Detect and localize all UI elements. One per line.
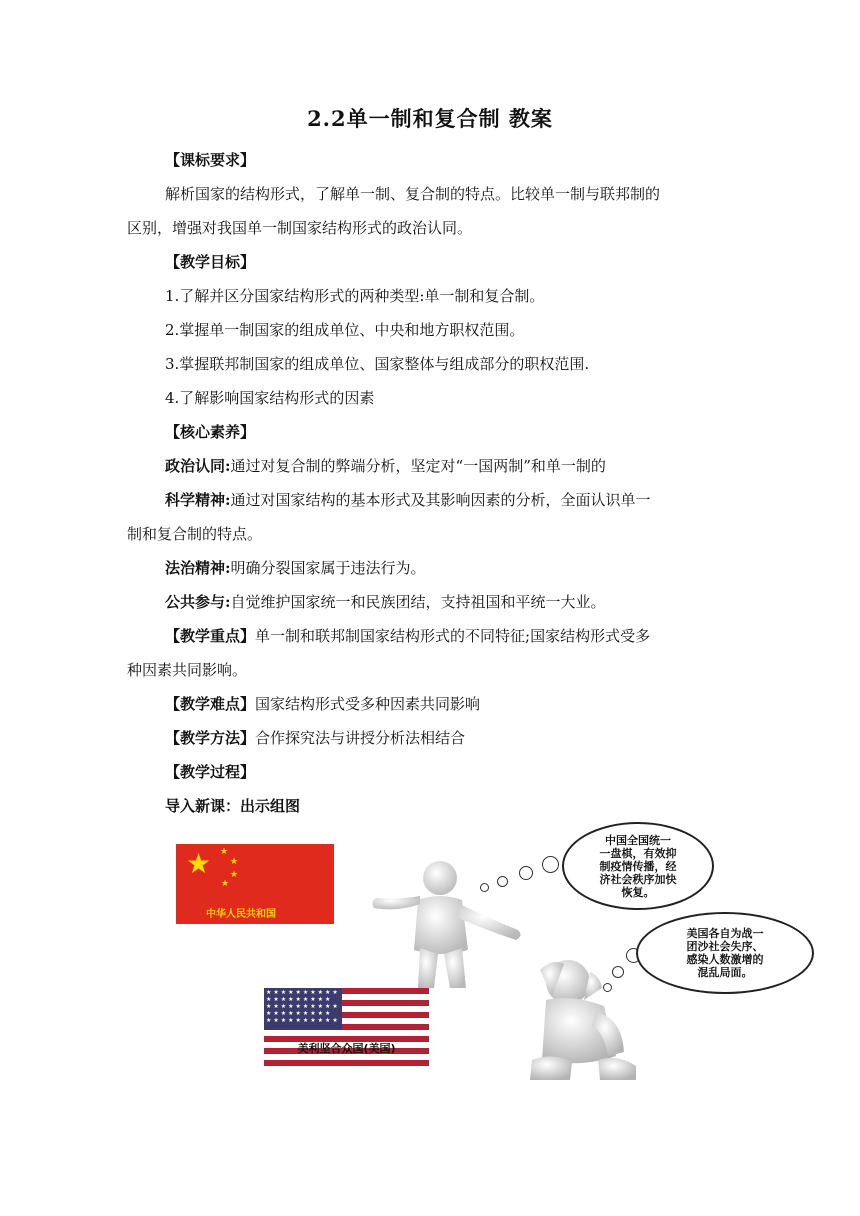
method-paragraph	[165, 727, 465, 749]
china-flag-caption: 中华人民共和国	[206, 909, 276, 920]
bubble-us-line: 美国各自为战一	[686, 927, 764, 940]
focus-text-cont: 种因素共同影响。	[127, 661, 248, 679]
thought-dot	[480, 883, 489, 892]
core-public-label: 公共参与:	[165, 593, 231, 611]
goal-item: 4.了解影响国家结构形式的因素	[165, 389, 375, 407]
core-heading: 【核心素养】	[165, 423, 256, 441]
focus-text: 单一制和联邦制国家结构形式的不同特征;国家结构形式受多	[255, 627, 651, 645]
small-star-icon: ★	[230, 857, 239, 867]
us-thought-bubble	[636, 912, 814, 994]
thought-dot	[519, 866, 533, 880]
difficulty-text: 国家结构形式受多种因素共同影响	[255, 695, 481, 713]
large-star-icon: ★	[186, 847, 212, 880]
bubble-china-line: 制疫情传播，经	[599, 859, 677, 873]
thought-dot	[497, 876, 508, 887]
bubble-china-line: 一盘棋，有效抑	[599, 846, 677, 860]
core-public-text: 自觉维护国家统一和民族团结，支持祖国和平统一大业。	[230, 593, 606, 611]
goal-item: 2.掌握单一制国家的组成单位、中央和地方职权范围。	[165, 321, 525, 339]
goal-item: 1.了解并区分国家结构形式的两种类型:单一制和复合制。	[165, 287, 545, 305]
core-science-text: 通过对国家结构的基本形式及其影响因素的分析，全面认识单一	[230, 491, 651, 509]
china-flag	[176, 844, 334, 924]
core-public	[165, 591, 606, 613]
core-law-text: 明确分裂国家属于违法行为。	[230, 559, 426, 577]
core-law-label: 法治精神:	[165, 559, 231, 577]
standard-heading: 【课标要求】	[165, 151, 256, 169]
page-title: 2.2单一制和复合制 教案	[307, 106, 553, 131]
small-star-icon: ★	[230, 870, 239, 880]
method-text: 合作探究法与讲授分析法相结合	[255, 729, 466, 747]
core-science-text-cont: 制和复合制的特点。	[127, 525, 263, 543]
sitting-figure	[512, 956, 652, 1084]
standard-paragraph-line: 区别，增强对我国单一制国家结构形式的政治认同。	[127, 219, 473, 237]
thought-dot	[612, 966, 624, 978]
method-label: 【教学方法】	[165, 729, 256, 747]
us-flag-caption: 美利坚合众国(美国)	[297, 1042, 396, 1055]
core-political	[165, 455, 606, 477]
core-science-label: 科学精神:	[165, 491, 231, 509]
core-science	[165, 489, 651, 511]
process-heading: 【教学过程】	[165, 763, 256, 781]
thought-dot	[603, 983, 612, 992]
small-star-icon: ★	[220, 847, 229, 857]
goals-heading: 【教学目标】	[165, 253, 256, 271]
difficulty-label: 【教学难点】	[165, 695, 256, 713]
focus-label: 【教学重点】	[165, 627, 256, 645]
bubble-us-line: 感染人数激增的	[686, 953, 764, 966]
core-law	[165, 557, 426, 579]
us-flag	[264, 988, 429, 1066]
bubble-us-line: 混乱局面。	[697, 966, 753, 979]
difficulty-paragraph	[165, 693, 480, 715]
standard-paragraph-line: 解析国家的结构形式，了解单一制、复合制的特点。比较单一制与联邦制的	[165, 185, 661, 203]
intro-line: 导入新课：出示组图	[165, 797, 301, 815]
small-star-icon: ★	[221, 879, 230, 889]
core-political-text: 通过对复合制的弊端分析，坚定对“一国两制”和单一制的	[230, 457, 606, 475]
stars-canton: ★★★★★★★★★★ ★★★★★★★★★ ★★★★★★★★★★ ★★★★★★★★★ ★★★★★★★★★★	[264, 988, 342, 1030]
focus-paragraph	[165, 625, 650, 647]
bubble-china-line: 恢复。	[621, 885, 655, 899]
china-thought-bubble	[562, 822, 714, 910]
bubble-china-line: 济社会秩序加快	[599, 872, 677, 886]
thought-dot	[542, 856, 559, 873]
bubble-us-line: 团沙社会失序、	[686, 940, 764, 953]
core-political-label: 政治认同:	[165, 457, 231, 475]
bubble-china-line: 中国全国统一	[605, 833, 671, 847]
goal-item: 3.掌握联邦制国家的组成单位、国家整体与组成部分的职权范围.	[165, 355, 590, 373]
